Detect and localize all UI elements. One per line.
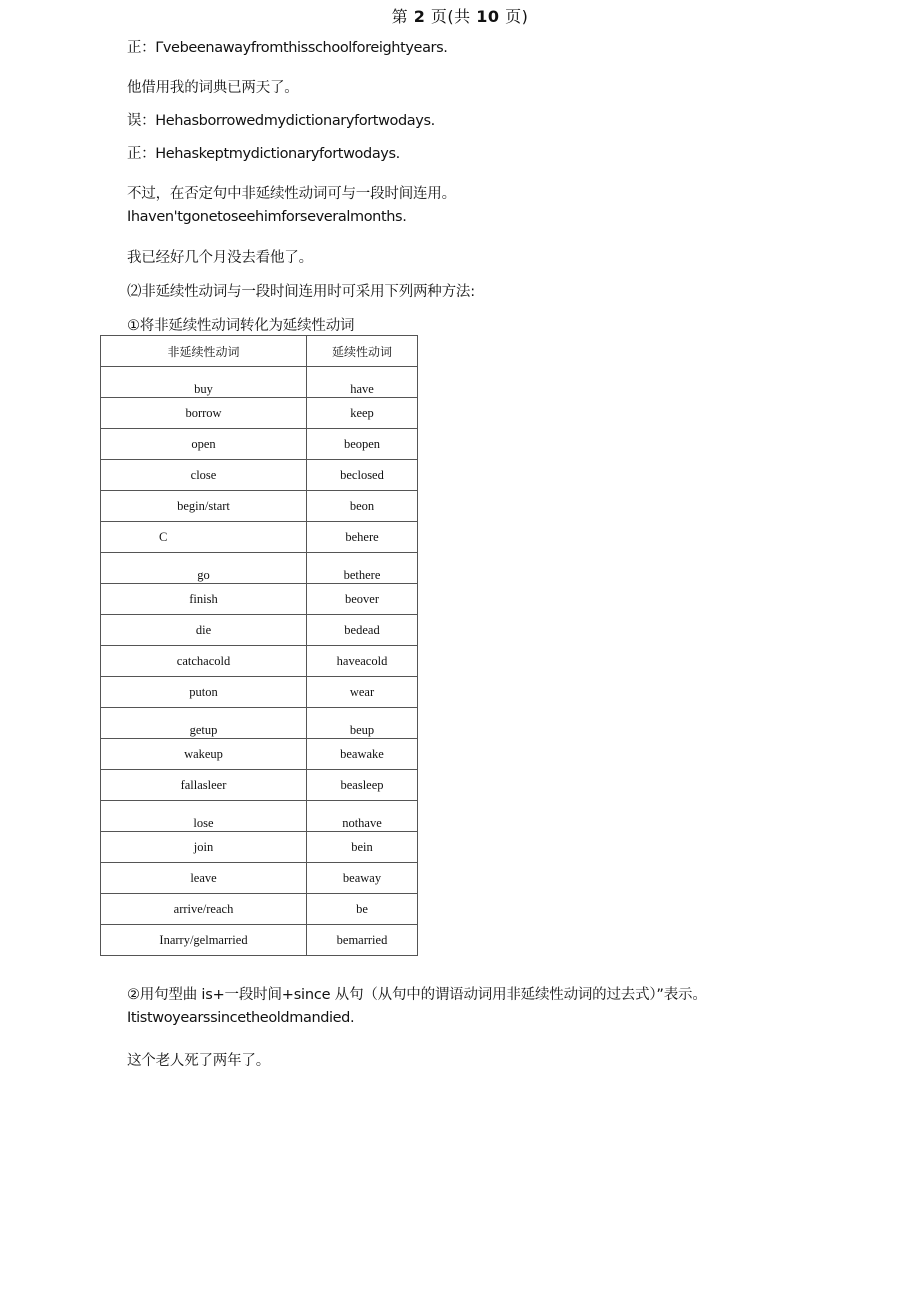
continuous-verb-cell: bein (307, 832, 418, 863)
chinese-sentence-1: 他借用我的词典已两天了。 (127, 80, 299, 96)
method-2-translation: 这个老人死了两年了。 (127, 1053, 270, 1069)
continuous-verb-cell: beon (307, 491, 418, 522)
methods-intro: ⑵非延续性动词与一段时间连用时可采用下列两种方法: (127, 284, 475, 300)
table-row (101, 646, 418, 677)
non-continuous-verb-cell: getup (101, 708, 307, 739)
continuous-verb-cell: haveacold (307, 646, 418, 677)
table-row (101, 429, 418, 460)
table-row (101, 615, 418, 646)
table-row (101, 832, 418, 863)
note-negative: 不过，在否定句中非延续性动词可与一段时间连用。 (127, 186, 456, 202)
non-continuous-verb-cell: arrive/reach (101, 894, 307, 925)
table-row (101, 801, 418, 832)
non-continuous-verb-cell: wakeup (101, 739, 307, 770)
example-negative-translation: 我已经好几个月没去看他了。 (127, 250, 313, 266)
table-row (101, 553, 418, 584)
table-row (101, 894, 418, 925)
non-continuous-verb-cell: go (101, 553, 307, 584)
non-continuous-verb-cell: leave (101, 863, 307, 894)
non-continuous-verb-cell: fallasleer (101, 770, 307, 801)
verb-conversion-table (100, 335, 418, 956)
table-row (101, 491, 418, 522)
page-header: 第 2 页(共 10 页) (391, 7, 529, 26)
table-row (101, 522, 418, 553)
continuous-verb-cell: nothave (307, 801, 418, 832)
non-continuous-verb-cell: borrow (101, 398, 307, 429)
non-continuous-verb-cell: C (101, 522, 307, 553)
continuous-verb-cell: beup (307, 708, 418, 739)
wrong-sentence: 误：Hehasborrowedmydictionaryfortwodays. (127, 113, 435, 129)
non-continuous-verb-cell: join (101, 832, 307, 863)
column-header-continuous: 延续性动词 (307, 336, 418, 367)
continuous-verb-cell: have (307, 367, 418, 398)
non-continuous-verb-cell: puton (101, 677, 307, 708)
continuous-verb-cell: bemarried (307, 925, 418, 956)
continuous-verb-cell: beasleep (307, 770, 418, 801)
table-row (101, 584, 418, 615)
non-continuous-verb-cell: die (101, 615, 307, 646)
correct-sentence-2: 正：Hehaskeptmydictionaryfortwodays. (127, 146, 400, 162)
correct-sentence-1: 正：Γvebeenawayfromthisschoolforeightyears. (127, 40, 448, 56)
page-total: 10 (476, 7, 500, 26)
table-row (101, 460, 418, 491)
continuous-verb-cell: be (307, 894, 418, 925)
column-header-non-continuous: 非延续性动词 (101, 336, 307, 367)
table-row (101, 770, 418, 801)
method-2-example: Itistwoyearssincetheoldmandied. (127, 1010, 355, 1026)
non-continuous-verb-cell: close (101, 460, 307, 491)
table-row (101, 739, 418, 770)
table-row (101, 398, 418, 429)
continuous-verb-cell: bethere (307, 553, 418, 584)
continuous-verb-cell: wear (307, 677, 418, 708)
table-row (101, 708, 418, 739)
non-continuous-verb-cell: buy (101, 367, 307, 398)
table-row (101, 863, 418, 894)
method-1-title: ①将非延续性动词转化为延续性动词 (127, 318, 355, 334)
table-row (101, 367, 418, 398)
table-row (101, 925, 418, 956)
continuous-verb-cell: behere (307, 522, 418, 553)
method-2-title: ②用句型曲 is+一段时间+since 从句（从句中的谓语动词用非延续性动词的过去式）”表示。 (127, 987, 707, 1003)
non-continuous-verb-cell: Inarry/gelmarried (101, 925, 307, 956)
page-number: 2 (413, 7, 426, 26)
continuous-verb-cell: bedead (307, 615, 418, 646)
continuous-verb-cell: keep (307, 398, 418, 429)
example-negative: Ihaven'tgonetoseehimforseveralmonths. (127, 209, 407, 225)
continuous-verb-cell: beopen (307, 429, 418, 460)
table-row (101, 677, 418, 708)
continuous-verb-cell: beclosed (307, 460, 418, 491)
non-continuous-verb-cell: begin/start (101, 491, 307, 522)
non-continuous-verb-cell: lose (101, 801, 307, 832)
table-header-row (101, 336, 418, 367)
non-continuous-verb-cell: catchacold (101, 646, 307, 677)
non-continuous-verb-cell: open (101, 429, 307, 460)
continuous-verb-cell: beover (307, 584, 418, 615)
non-continuous-verb-cell: finish (101, 584, 307, 615)
continuous-verb-cell: beaway (307, 863, 418, 894)
continuous-verb-cell: beawake (307, 739, 418, 770)
